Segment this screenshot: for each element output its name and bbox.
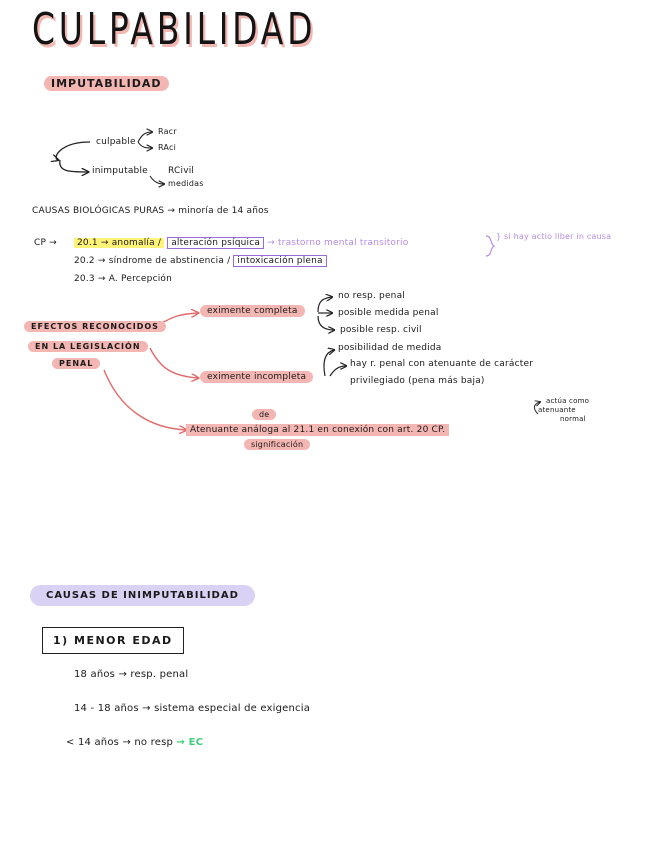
efectos-line-3: PENAL [52, 359, 100, 368]
row-20-1 [74, 238, 408, 248]
atenuante-line: Atenuante análoga al 21.1 en conexión con art. 20 CP. [186, 425, 449, 435]
row-20-2-box: intoxicación plena [233, 255, 326, 267]
actio-note: } si hay actio liber in causa [496, 232, 612, 241]
inimputable-label: inimputable [92, 166, 148, 176]
row-lt14 [66, 737, 203, 748]
cp-label: CP → [34, 238, 57, 248]
eximente-incompleta: eximente incompleta [200, 372, 313, 382]
row-lt14-text: < 14 años → no resp [66, 737, 174, 748]
efectos-line-2: EN LA LEGISLACIÓN [28, 342, 148, 351]
raci-label: RAci [158, 143, 176, 152]
row-18: 18 años → resp. penal [74, 669, 189, 680]
row-20-2-text: 20.2 → síndrome de abstinencia / [74, 256, 231, 266]
significacion-label: significación [244, 440, 310, 449]
de-label: de [252, 410, 276, 419]
incompleta-item-2: hay r. penal con atenuante de carácter [350, 359, 534, 369]
actua-como-3: normal [560, 415, 586, 423]
actua-como-1: actúa como [546, 397, 590, 405]
incompleta-item-1: posibilidad de medida [338, 343, 442, 353]
completa-item-2: posible medida penal [338, 308, 439, 318]
row-20-1-code: 20.1 → anomalía / [74, 238, 164, 248]
actua-como-2: atenuante [538, 406, 576, 414]
completa-item-1: no resp. penal [338, 291, 406, 301]
row-20-1-box: alteración psíquica [167, 237, 264, 249]
rcivil-label: RCivil [168, 166, 195, 176]
page-title: CULPABILIDAD [32, 4, 317, 55]
section-heading-inimputabilidad: CAUSAS DE INIMPUTABILIDAD [30, 590, 255, 601]
row-20-2 [74, 256, 327, 266]
row-20-3: 20.3 → A. Percepción [74, 274, 173, 284]
row-lt14-ec: → EC [176, 737, 204, 748]
row-20-1-note: → trastorno mental transitorio [267, 238, 409, 248]
eximente-completa: eximente completa [200, 306, 305, 316]
efectos-line-1: EFECTOS RECONOCIDOS [24, 322, 166, 331]
medidas-label: medidas [168, 179, 204, 188]
culpable-label: culpable [96, 137, 136, 147]
racr-label: Racr [158, 127, 177, 136]
completa-item-3: posible resp. civil [340, 325, 422, 335]
incompleta-item-3: privilegiado (pena más baja) [350, 376, 485, 386]
row-14-18: 14 - 18 años → sistema especial de exigencia [74, 703, 311, 714]
section-heading-imputabilidad: IMPUTABILIDAD [44, 77, 169, 90]
subheading-menor-edad: 1) MENOR EDAD [42, 627, 184, 654]
causas-biologicas: CAUSAS BIOLÓGICAS PURAS → minoría de 14 años [32, 206, 269, 216]
